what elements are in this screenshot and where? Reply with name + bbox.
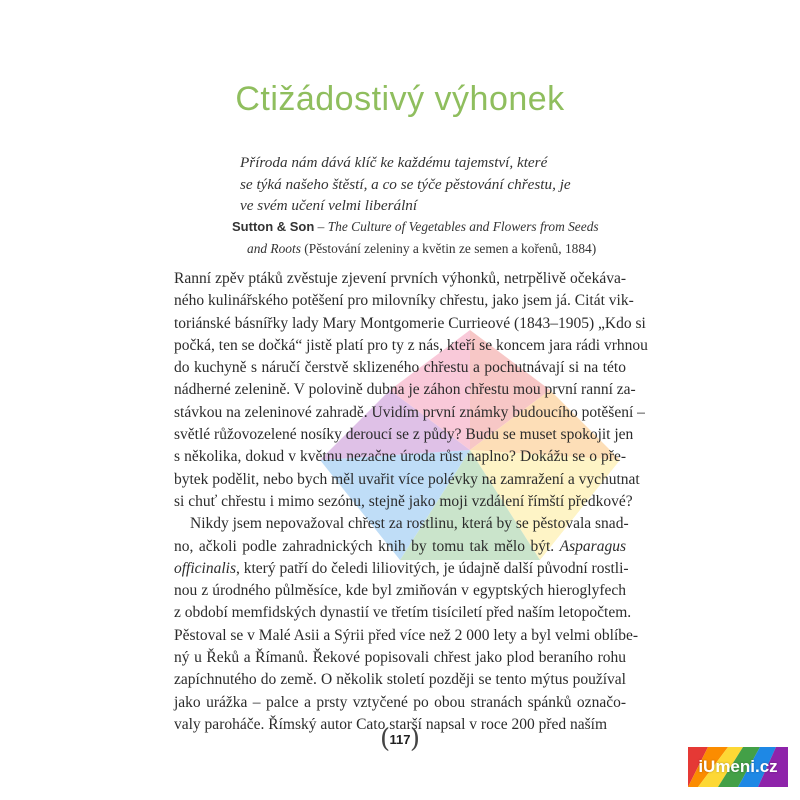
latin-name: Asparagus <box>559 537 626 555</box>
page-number-value: 117 <box>389 732 411 747</box>
text-line: toriánské básnířky lady Mary Montgomerie Currieové (1843–1905) „Kdo si <box>174 314 646 332</box>
text-line: Ranní zpěv ptáků zvěstuje zjevení prvních výhonků, netrpělivě očekáva- <box>174 270 626 287</box>
page-number <box>382 726 418 754</box>
epigraph-line: se týká našeho štěstí, a co se týče pěstování chřestu, je <box>240 175 571 193</box>
attribution-work-title-end: and Roots <box>247 240 301 256</box>
text-line: nou z úrodného půlměsíce, kde byl zmiňován v egyptských hieroglyfech <box>174 582 626 600</box>
text-line: si chuť chřestu i mimo sezónu, stejně jako moji vzdálení římští předkové? <box>174 492 633 510</box>
attribution-author: Sutton & Son <box>232 219 315 234</box>
body-text <box>174 268 648 736</box>
text-line: světlé růžovozelené nosíky deroucí se z půdy? Budu se muset spokojit jen <box>174 426 634 444</box>
text-line <box>174 536 626 558</box>
text-line: stávkou na zeleninové zahradě. Uvidím první známky budoucího potěšení – <box>174 403 645 421</box>
epigraph-line: ve svém učení velmi liberální <box>240 197 418 214</box>
text-line: nádherné zelenině. V polovině dubna je záhon chřestu mou první ranní za- <box>174 381 636 399</box>
epigraph-line: Příroda nám dává klíč ke každému tajemství, které <box>240 154 548 171</box>
epigraph-attribution <box>232 216 612 259</box>
text-segment: , který patří do čeledi liliovitých, je údajně další původní rostli- <box>236 559 629 577</box>
text-line: zapíchnutého do země. O několik století později se tento mýtus používal <box>174 671 626 689</box>
epigraph-quote <box>240 152 580 217</box>
logo-text: iUmeni.cz <box>698 757 778 776</box>
text-segment: no, ačkoli podle zahradnických knih by tomu tak mělo být. <box>174 537 555 555</box>
text-line: ný u Řeků a Římanů. Řekové popisovali chřest jako plod beraního rohu <box>174 649 626 667</box>
text-line: do kuchyně s náručí čerstvě sklizeného chřestu a pochutnávají si na této <box>174 359 626 377</box>
text-line: Pěstoval se v Malé Asii a Sýrii před více než 2 000 lety a byl velmi oblíbe- <box>174 626 639 644</box>
text-line: jako urážka – palce a prsty vztyčené po obou stranách spánků označo- <box>174 693 626 711</box>
page-number-bracket-icon: ( <box>380 724 391 754</box>
chapter-title: Ctižádostivý výhonek <box>235 80 565 118</box>
attribution-work-title: The Culture of Vegetables and Flowers from Seeds <box>327 219 599 234</box>
page-number-bracket-icon: ) <box>409 724 420 754</box>
text-line: počká, ten se dočká“ jistě platí pro ty z nás, kteří se koncem jara rádi vrhnou <box>174 336 648 354</box>
site-logo[interactable] <box>688 747 788 787</box>
text-line: z období memfidských dynastií ve třetím tisíciletí před naším letopočtem. <box>174 604 632 622</box>
text-line <box>174 558 629 580</box>
text-line: valy paroháče. Římský autor Cato starší napsal v roce 200 před naším <box>174 715 608 733</box>
text-line: bytek podělit, nebo bych měl uvařit více polévky na zamražení a vychutnat <box>174 470 640 488</box>
text-line: Nikdy jsem nepovažoval chřest za rostlinu, která by se pěstovala snad- <box>190 515 629 533</box>
text-line: s několika, dokud v květnu nezačne úroda růst naplno? Dokážu se o pře- <box>174 448 626 466</box>
attribution-translation: (Pěstování zeleniny a květin ze semen a kořenů, 1884) <box>300 240 597 256</box>
attribution-dash: – <box>314 219 328 234</box>
attribution-line-1 <box>232 216 612 238</box>
attribution-line-2 <box>232 238 612 260</box>
text-line: ného kulinářského potěšení pro milovníky chřestu, jako jsem já. Citát vik- <box>174 292 634 310</box>
latin-name: officinalis <box>174 559 236 577</box>
